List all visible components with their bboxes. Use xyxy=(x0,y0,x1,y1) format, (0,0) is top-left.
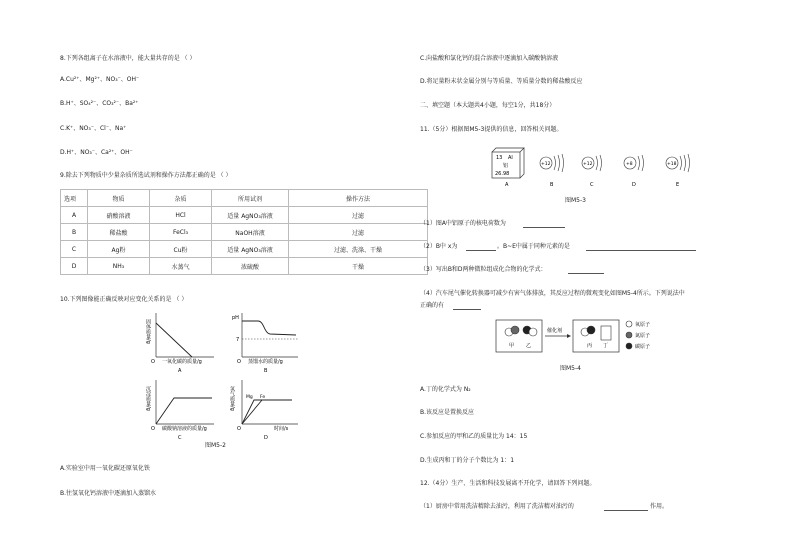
table-cell: B xyxy=(61,224,88,241)
q11-option-d: D.生成丙和丁的分子个数比为 1：1 xyxy=(420,457,515,464)
legend-oxygen: 氧原子 xyxy=(635,322,651,328)
table-cell: NH₃ xyxy=(88,258,150,275)
q11-part4-b: 正确的有 xyxy=(420,302,445,309)
figure-m5-3-caption: 图M5-3 xyxy=(565,197,586,204)
atom-letter-b: B xyxy=(550,182,554,188)
q9-table xyxy=(60,189,428,275)
q8-option-b: B.H⁺、SO₄²⁻、CO₃²⁻、Ba²⁺ xyxy=(60,100,139,107)
graph-a-ylabel: 固体质量/g xyxy=(145,319,151,344)
figure-m5-4-caption: 图M5-4 xyxy=(560,365,581,372)
table-cell: FeCl₃ xyxy=(150,224,212,241)
atom-letter-d: D xyxy=(632,182,636,188)
table-row xyxy=(61,224,428,241)
graph-d-letter: D xyxy=(264,435,268,441)
graph-b-tick: 7 xyxy=(236,337,240,343)
table-header: 杂质 xyxy=(150,190,212,207)
graph-b-ylabel: pH xyxy=(232,315,239,321)
q9-stem: 9.除去下列物质中少量杂质所选试剂和操作方法都正确的是 （ ） xyxy=(60,172,232,179)
cell-number: 13 xyxy=(496,155,503,161)
atom-core: +18 xyxy=(667,162,677,167)
legend-nitrogen: 氮原子 xyxy=(635,333,651,339)
table-cell: HCl xyxy=(150,207,212,224)
label-bing: 丙 xyxy=(587,343,593,349)
label-yi: 乙 xyxy=(526,343,532,349)
table-cell: 过滤、洗涤、干燥 xyxy=(289,241,428,258)
table-cell: 适量 AgNO₃溶液 xyxy=(212,207,289,224)
q11-part1: （1）图A中铝原子的核电荷数为 xyxy=(420,220,506,227)
graph-d xyxy=(229,378,302,441)
graph-d-xlabel: 时间/s xyxy=(274,426,289,432)
graph-c-xlabel: 碳酸钠溶液的质量/g xyxy=(162,426,207,432)
graph-d-origin: O xyxy=(237,426,241,432)
q11-option-c: C.参加反应的甲和乙的质量比为 14：15 xyxy=(420,433,528,440)
atom-c xyxy=(582,155,602,188)
table-cell: A xyxy=(61,207,88,224)
atom-core: +12 xyxy=(583,162,593,167)
atom-letter-e: E xyxy=(676,182,680,188)
atom-letter-c: C xyxy=(590,182,594,188)
table-cell: 稀盐酸 xyxy=(88,224,150,241)
graph-c xyxy=(145,378,218,441)
cell-mass: 26.98 xyxy=(495,171,510,177)
atom-b xyxy=(540,154,564,188)
label-ding: 丁 xyxy=(603,343,609,349)
atom-core: +8 xyxy=(626,162,633,167)
table-header: 选项 xyxy=(61,190,88,207)
graph-d-ylabel: 氢气质量/g xyxy=(229,386,235,411)
graph-c-letter: C xyxy=(178,435,182,441)
legend-carbon: 碳原子 xyxy=(635,344,651,350)
table-cell: 浓硫酸 xyxy=(212,258,289,275)
answer-blank xyxy=(523,227,565,228)
q10-option-d: D.将足量粉末状金属分别与等质量、等质量分数的稀盐酸反应 xyxy=(420,78,583,85)
figure-m5-3 xyxy=(490,146,715,190)
q11-part4-a: （4）汽车尾气催化转换器可减少有害气体排放，其反应过程的微观变化如图M5-4所示。下列说法中 xyxy=(420,290,685,297)
answer-blank xyxy=(586,250,696,251)
graph-a-origin: O xyxy=(151,359,155,365)
label-jia: 甲 xyxy=(509,343,515,349)
table-cell: Cu粉 xyxy=(150,241,212,258)
table-row xyxy=(61,207,428,224)
q11-part2-b: 。B~E中属于同种元素的是 xyxy=(497,243,570,250)
answer-blank xyxy=(604,510,648,511)
answer-blank xyxy=(466,250,496,251)
q10-option-b: B.往氢氧化钙溶液中逐滴加入蒸馏水 xyxy=(60,490,157,497)
table-cell: 适量 AgNO₃溶液 xyxy=(212,241,289,258)
cell-name: 铝 xyxy=(503,163,509,169)
answer-blank xyxy=(568,273,604,274)
catalyst-label: 催化剂 xyxy=(547,328,563,334)
table-header: 物质 xyxy=(88,190,150,207)
q11-stem: 11.（5分）根据图M5-3提供的信息，回答相关问题。 xyxy=(420,126,563,133)
graph-a-letter: A xyxy=(178,368,182,374)
table-header: 所用试剂 xyxy=(212,190,289,207)
nitrogen-atom xyxy=(511,326,519,334)
table-cell: 干燥 xyxy=(289,258,428,275)
q11-option-a: A.丁的化学式为 N₂ xyxy=(420,386,471,393)
table-row xyxy=(61,258,428,275)
graph-c-ylabel: 沉淀质量/g xyxy=(145,386,151,411)
graph-a-xlabel: 一氧化碳的质量/g xyxy=(162,359,202,365)
table-cell: 过滤 xyxy=(289,224,428,241)
q11-part3: （3）写出B和D两种微粒组成化合物的化学式： xyxy=(420,266,547,273)
graph-b-letter: B xyxy=(264,368,268,374)
q8-option-a: A.Cu²⁺、Mg²⁺、NO₃⁻、OH⁻ xyxy=(60,76,140,83)
oxygen-atom xyxy=(529,328,537,336)
table-header-row xyxy=(61,190,428,207)
section-heading: 二、填空题（本大题共4小题，每空1分，共18分） xyxy=(420,102,556,109)
q12-part1-b: 作用。 xyxy=(650,503,669,510)
table-cell: NaOH溶液 xyxy=(212,224,289,241)
graph-d-metal2: Fe xyxy=(260,395,266,400)
q12-part1-a: （1）厨房中常用洗洁精除去油污，利用了洗洁精对油污的 xyxy=(420,503,574,510)
graph-a xyxy=(145,311,218,374)
table-cell: D xyxy=(61,258,88,275)
answer-blank xyxy=(453,309,481,310)
atom-e xyxy=(666,154,690,188)
graph-b xyxy=(232,311,302,373)
cell-symbol: Al xyxy=(508,155,513,161)
table-cell: Ag粉 xyxy=(88,241,150,258)
table-cell: C xyxy=(61,241,88,258)
q11-option-b: B.该反应是置换反应 xyxy=(420,409,475,416)
graph-b-xlabel: 蒸馏水的质量/g xyxy=(248,359,283,365)
q10-figure-caption: 图M5-2 xyxy=(205,442,226,449)
q12-stem: 12.（4分）生产、生活和科技发展离不开化学，请回答下列问题。 xyxy=(420,480,596,487)
table-row xyxy=(61,241,428,258)
q10-option-a: A.实验室中用一氧化碳还原氧化铁 xyxy=(60,465,150,472)
graph-d-metal1: Mg xyxy=(246,395,253,400)
q11-part2-a: （2）B中 x为 xyxy=(420,243,458,250)
atom-letter-a: A xyxy=(505,182,509,188)
graph-c-origin: O xyxy=(151,426,155,432)
atom-d xyxy=(624,155,644,188)
q8-stem: 8.下列各组离子在水溶液中，能大量共存的是 （ ） xyxy=(60,55,196,62)
table-cell: 水蒸气 xyxy=(150,258,212,275)
table-cell: 硝酸溶液 xyxy=(88,207,150,224)
table-cell: 过滤 xyxy=(289,207,428,224)
q10-stem: 10.下列图像能正确反映对应变化关系的是 （ ） xyxy=(60,296,188,303)
q8-option-d: D.H⁺、NO₃⁻、Ca²⁺、OH⁻ xyxy=(60,149,133,156)
graph-b-origin: O xyxy=(237,359,241,365)
q10-option-c: C.向盐酸和氯化钙的混合溶液中逐滴加入碳酸钠溶液 xyxy=(420,55,559,62)
figure-m5-4 xyxy=(495,318,680,358)
q8-option-c: C.K⁺、NO₃⁻、Cl⁻、Na⁺ xyxy=(60,125,127,132)
atom-core: +12 xyxy=(541,162,551,167)
table-header: 操作方法 xyxy=(289,190,428,207)
